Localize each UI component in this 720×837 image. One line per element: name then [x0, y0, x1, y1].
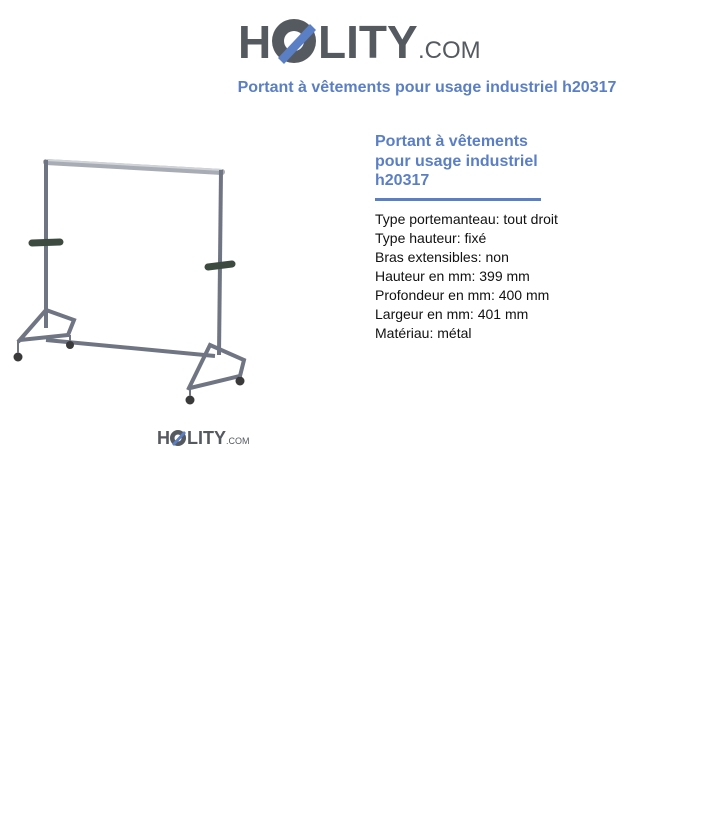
- product-details: [375, 132, 675, 343]
- svg-text:H: H: [157, 428, 170, 448]
- product-title-line: Portant à vêtements: [375, 133, 528, 150]
- svg-text:.COM: .COM: [226, 436, 249, 446]
- product-image: [10, 150, 255, 410]
- spec-item: Largeur en mm: 401 mm: [375, 305, 529, 322]
- spec-item: Bras extensibles: non: [375, 248, 509, 265]
- spec-item: Type hauteur: fixé: [375, 229, 487, 246]
- image-watermark-logo: [157, 425, 249, 449]
- page-title: Portant à vêtements pour usage industriel h20317: [237, 79, 617, 96]
- title-divider: [375, 198, 541, 201]
- spec-item: Hauteur en mm: 399 mm: [375, 267, 530, 284]
- spec-item: Profondeur en mm: 400 mm: [375, 286, 550, 303]
- logo-o-icon: [272, 19, 316, 64]
- spec-item: Type portemanteau: tout droit: [375, 210, 558, 227]
- product-title-line: h20317: [375, 172, 430, 189]
- spec-list: [375, 210, 675, 343]
- holity-logo[interactable]: [238, 10, 488, 68]
- product-title: [375, 132, 555, 191]
- product-title-line: pour usage industriel: [375, 152, 538, 170]
- logo-text: H: [238, 16, 272, 68]
- logo-suffix: .COM: [418, 37, 481, 64]
- logo-text-rest: LITY: [318, 16, 418, 68]
- spec-item: Matériau: métal: [375, 324, 472, 341]
- svg-text:LITY: LITY: [187, 428, 226, 448]
